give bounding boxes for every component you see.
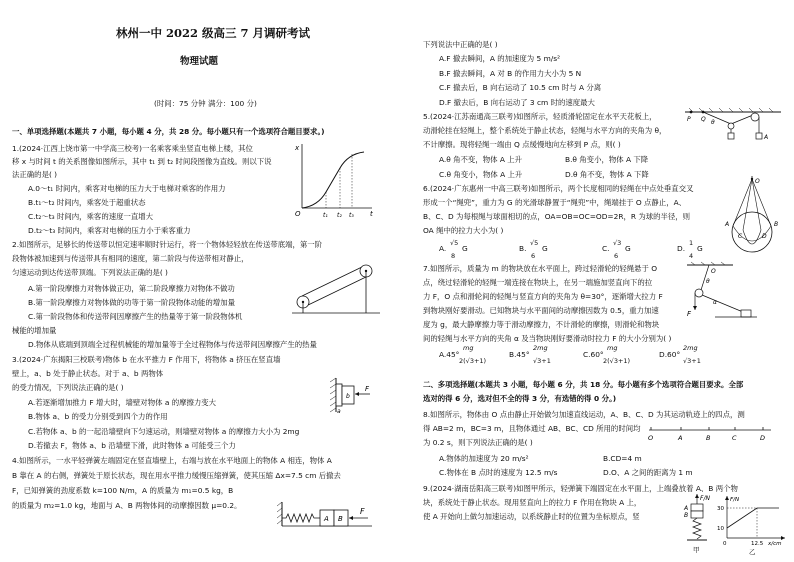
q4-force-label: F xyxy=(360,507,365,516)
q9-tick-30: 30 xyxy=(717,506,724,512)
q8-line: 8.如图所示，物体由 O 点由静止开始做匀加速直线运动，A、B、C、D 为其运动轨迹上的四点，测 xyxy=(423,410,745,419)
q2-line: 匀速运动到达传送带顶端。下列说法正确的是( ) xyxy=(12,268,168,277)
subject-title: 物理试题 xyxy=(180,56,219,67)
q8-points-line-figure xyxy=(647,424,775,442)
q7-option-a-den: 2(√3+1) xyxy=(459,357,487,365)
q1-xt-graph xyxy=(292,140,377,220)
q5-theta-label: θ xyxy=(711,119,715,126)
q9-tick-0: 0 xyxy=(723,541,727,547)
q6-option-c-unit: G xyxy=(625,244,631,253)
q8-line: 得 AB=2 m，BC=3 m，且物体通过 AB、BC、CD 所用的时间均 xyxy=(423,424,641,433)
q4-line: 4.如图所示，一水平轻弹簧左端固定在竖直墙壁上，右端与放在水平地面上的物体 A 相连，物体 A xyxy=(12,456,332,465)
q1-t3-label: t₃ xyxy=(349,212,354,219)
q3-force-label: F xyxy=(365,385,370,393)
q1-origin-label: O xyxy=(295,210,301,218)
q1-line: 1.(2024·江西上饶市第一中学高三校考)一名乘客乘坐竖直电梯上楼，其位 xyxy=(12,144,253,153)
q6-point-b-label: B xyxy=(774,221,779,228)
q2-option-c-cont: 械能的增加量 xyxy=(12,326,57,335)
q7-option-c-den: 2(√3+1) xyxy=(603,357,631,365)
q7-option-b-den: √3+1 xyxy=(533,357,551,365)
q6-point-a-label: A xyxy=(725,221,730,228)
q1-option-d: D.t₂～t₃ 时间内，乘客对电梯的压力小于乘客重力 xyxy=(28,226,191,235)
q6-option-d-label: D. xyxy=(677,244,686,253)
q7-line: 点，绕过轻滑轮的轻绳一端连接在物块上，在另一端施加竖直向下的拉 xyxy=(423,278,653,287)
q3-option-d: D.若撤去 F，物体 a、b 沿墙壁下滑，此时物体 a 可能受三个力 xyxy=(28,441,236,450)
q7-option-d-den: √3+1 xyxy=(683,357,701,365)
q4-option-c: C.F 撤去后，B 向右运动了 10.5 cm 时与 A 分离 xyxy=(439,83,602,92)
q4-line: 的质量为 m₂=1.0 kg，地面与 A、B 两物体间的动摩擦因数 μ=0.2。 xyxy=(12,501,242,510)
q1-t1-label: t₁ xyxy=(323,212,328,219)
q9-fig-jia-label: 甲 xyxy=(693,546,700,554)
q1-option-a: A.0～t₁ 时间内，乘客对电梯的压力大于电梯对乘客的作用力 xyxy=(28,184,226,193)
q7-option-d-label: D.60° xyxy=(659,350,681,359)
q8-point-c-label: C xyxy=(732,434,737,442)
q7-line: 到物块刚好要滑动。已知物块与水平面间的动摩擦因数为 0.5，重力加速 xyxy=(423,306,659,315)
q7-force-label: F xyxy=(687,310,692,318)
q7-option-a-label: A.45° xyxy=(439,350,460,359)
q5-line: 动滑轮挂在轻绳上，整个系统处于静止状态，轻绳与水平方向的夹角为 θ， xyxy=(423,126,667,135)
q8-point-b-label: B xyxy=(706,434,711,442)
q9-tick-10: 10 xyxy=(717,526,724,532)
q8-option-c: C.物体在 B 点时的速度为 12.5 m/s xyxy=(439,468,558,477)
q8-point-a-label: A xyxy=(678,434,683,442)
q3-b-label: b xyxy=(346,393,350,400)
exam-title: 林州一中 2022 级高三 7 月调研考试 xyxy=(116,26,311,40)
q1-option-c: C.t₂～t₃ 时间内，乘客的速度一直增大 xyxy=(28,212,154,221)
q4-block-b-label: B xyxy=(338,515,343,523)
q6-option-a-den: 8 xyxy=(451,252,456,260)
q9-axis-f-label: F/N xyxy=(730,497,740,503)
q7-point-o-label: O xyxy=(711,268,716,275)
q2-option-d: D.物体从底端到顶端全过程机械能的增加量等于全过程物体与传送带间因摩擦产生的热量 xyxy=(28,340,317,349)
q6-option-b-label: B. xyxy=(519,244,527,253)
q5-pulley-figure xyxy=(683,108,783,142)
q7-line: 间的轻绳与水平方向的夹角 α 及当物块刚好要滑动时拉力 F 的大小分别为( ) xyxy=(423,334,672,343)
q6-line: 形成一个“绳兜”，重力为 G 的光滑球静置于“绳兜”中，绳端挂于 O 点静止，A、 xyxy=(423,198,687,207)
q7-pulley-block-figure xyxy=(687,262,757,324)
q2-line: 段物体被加速到与传送带具有相同的速度，第二阶段与传送带相对静止， xyxy=(12,254,249,263)
section-1-heading: 一、单项选择题(本题共 7 小题，每小题 4 分，共 28 分。每小题只有一个选项符合题目要求。) xyxy=(12,127,325,136)
q9-tick-12-5: 12.5 xyxy=(751,541,764,547)
q5-line: 5.(2024·江苏南通高三联考)如图所示，轻质滑轮固定在水平天花板上， xyxy=(423,112,657,121)
q6-option-d-unit: G xyxy=(697,244,703,253)
q7-option-b-label: B.45° xyxy=(509,350,530,359)
q5-option-b: B.θ 角变小，物体 A 下降 xyxy=(565,155,649,164)
q6-option-b-num: √5 xyxy=(530,239,539,247)
q6-option-c-den: 6 xyxy=(614,252,619,260)
q2-option-a: A.第一阶段摩擦力对物体做正功，第二阶段摩擦力对物体不做功 xyxy=(28,284,235,293)
q5-point-q-label: Q xyxy=(701,116,706,123)
q6-option-d-num: 1 xyxy=(689,239,694,247)
q1-t2-label: t₂ xyxy=(337,212,342,219)
q1-axis-x-label: x xyxy=(295,144,300,152)
q7-option-c-label: C.60° xyxy=(583,350,604,359)
q6-option-a-num: √5 xyxy=(450,239,459,247)
q6-point-c-label: C xyxy=(738,233,743,240)
q4-block-a-label: A xyxy=(324,515,329,523)
q5-option-a: A.θ 角不变，物体 A 上升 xyxy=(439,155,523,164)
q7-line: 7.如图所示，质量为 m 的物块放在水平面上，跨过轻滑轮的轻绳悬于 O xyxy=(423,264,658,273)
q2-conveyor-figure xyxy=(292,262,380,314)
q6-option-b-den: 6 xyxy=(531,252,536,260)
q5-option-d: D.θ 角不变，物体 A 下降 xyxy=(565,170,649,179)
q4-line: B 靠在 A 的右侧，弹簧处于原长状态，现在用水平推力缓慢压缩弹簧，使其压缩 Δx=7.5 cm 后撤去 xyxy=(12,471,341,480)
q6-option-c-label: C. xyxy=(602,244,610,253)
q6-line: 6.(2024·广东惠州一中高三联考)如图所示，两个长度相同的轻绳在中点处垂直交叉 xyxy=(423,184,694,193)
q3-option-a: A.若逐渐增加推力 F 增大时，墙壁对物体 a 的摩擦力变大 xyxy=(28,398,217,407)
q2-option-b: B.第一阶段摩擦力对物体做的功等于第一阶段物体动能的增加量 xyxy=(28,298,235,307)
q3-line: 壁上，a、b 处于静止状态。对于 a、b 两物体 xyxy=(12,369,164,378)
q3-line: 3.(2024·广东揭阳三校联考)物体 b 在水平推力 F 作用下，将物体 a 挤压在竖直墙 xyxy=(12,355,281,364)
q1-axis-t-label: t xyxy=(370,210,373,218)
q6-option-b-unit: G xyxy=(542,244,548,253)
q2-line: 2.如图所示，足够长的传送带以恒定速率顺时针运行，将一个物体轻轻放在传送带底端，第一阶 xyxy=(12,240,323,249)
q6-line: B、C、D 为每根绳与球面相切的点，OA=OB=OC=OD=2R，R 为球的半径，则 xyxy=(423,212,691,221)
q4-line: F，已知弹簧的劲度系数 k=100 N/m，A 的质量为 m₁=0.5 kg，B xyxy=(12,486,234,495)
q1-option-b: B.t₁～t₂ 时间内，乘客处于超重状态 xyxy=(28,198,146,207)
q9-axis-x-label: x/cm xyxy=(768,541,782,547)
q7-option-a-num: mg xyxy=(463,344,474,352)
q3-a-label: a xyxy=(337,408,341,415)
q3-wall-blocks-figure xyxy=(328,376,372,414)
q7-option-d-num: 2mg xyxy=(683,344,698,352)
q8-point-d-label: D xyxy=(760,434,766,442)
q9-block-a-label: A xyxy=(684,505,689,512)
q6-option-a-unit: G xyxy=(462,244,468,253)
q3-option-c: C.若物体 a、b 的一起沿墙壁向下匀速运动，则墙壁对物体 a 的摩擦力大小为 2mg xyxy=(28,427,300,436)
q9-spring-blocks-figure xyxy=(683,494,711,558)
q1-line: 移 x 与时间 t 的关系图像如图所示，其中 t₁ 到 t₂ 时间段图像为直线。则以下说 xyxy=(12,157,272,166)
q8-option-a: A.物体的加速度为 20 m/s² xyxy=(439,454,529,463)
q1-line: 法正确的是( ) xyxy=(12,170,58,179)
q7-option-b-num: 2mg xyxy=(533,344,548,352)
q5-line: 不计摩擦。现将轻绳一端由 Q 点缓慢地向左移到 P 点，则( ) xyxy=(423,140,621,149)
q6-option-d-den: 4 xyxy=(689,252,694,260)
q6-option-c-num: √3 xyxy=(613,239,622,247)
q7-alpha-label: α xyxy=(713,299,717,306)
q4-option-b: B.F 撤去瞬间，A 对 B 的作用力大小为 5 N xyxy=(439,69,582,78)
q6-line: OA 绳中的拉力大小为( ) xyxy=(423,226,504,235)
q5-block-a-label: A xyxy=(764,134,769,141)
q2-option-c: C.第一阶段物体和传送带间因摩擦产生的热量等于第一阶段物体机 xyxy=(28,312,243,321)
q8-option-d: D.O、A 之间的距离为 1 m xyxy=(603,468,693,477)
q9-line: 块，系统处于静止状态。现用竖直向上的拉力 F 作用在物块 A 上， xyxy=(423,498,642,507)
q4-spring-blocks-figure xyxy=(276,500,376,528)
q9-line: 使 A 开始向上做匀加速运动，以系统静止时的位置为坐标原点，竖 xyxy=(423,512,640,521)
q3-option-b: B.物体 a、b 的受力分别受到四个力的作用 xyxy=(28,412,168,421)
q6-point-d-label: D xyxy=(762,233,767,240)
q3-line: 的受力情况，下列说法正确的是( ) xyxy=(12,383,124,392)
q5-point-p-label: P xyxy=(687,116,691,123)
q9-line: 9.(2024·湖南岳阳高三联考)如图甲所示，轻弹簧下端固定在水平面上，上端叠放着 A、B 两个物 xyxy=(423,484,738,493)
q9-fig-yi-label: 乙 xyxy=(749,548,756,556)
right-column xyxy=(397,0,794,562)
q4-option-d: D.F 撤去后，B 向右运动了 3 cm 时的速度最大 xyxy=(439,98,595,107)
section-2-heading-cont: 选对的得 6 分，选对但不全的得 3 分，有选错的得 0 分。) xyxy=(423,394,617,403)
q9-block-b-label: B xyxy=(684,512,689,519)
q4-option-a: A.F 撤去瞬间，A 的加速度为 5 m/s² xyxy=(439,54,561,63)
q9-force-arrow-label: F/N xyxy=(700,495,710,502)
q7-line: 度为 g，最大静摩擦力等于滑动摩擦力，不计滑轮的摩擦，则滑轮和物块 xyxy=(423,320,660,329)
q6-point-o-label: O xyxy=(755,178,760,185)
q9-force-displacement-graph xyxy=(715,494,791,558)
q4-cont-line: 下列说法中正确的是( ) xyxy=(423,40,498,49)
q8-line: 为 0.2 s，则下列说法正确的是( ) xyxy=(423,438,533,447)
q7-theta-label: θ xyxy=(706,278,710,285)
q6-option-a-label: A. xyxy=(439,244,447,253)
q5-option-c: C.θ 角变小，物体 A 上升 xyxy=(439,170,523,179)
exam-info: (时间：75 分钟 满分：100 分) xyxy=(154,99,257,108)
q8-point-o-label: O xyxy=(648,434,654,442)
q6-rope-net-figure xyxy=(717,176,787,256)
q7-option-c-num: mg xyxy=(607,344,618,352)
section-2-heading: 二、多项选择题(本题共 3 小题，每小题 6 分，共 18 分。每小题有多个选项符合题目要求。全部 xyxy=(423,380,744,389)
q8-option-b: B.CD=4 m xyxy=(603,454,642,463)
q7-line: 力 F，O 点和滑轮间的轻绳与竖直方向的夹角为 θ=30°，逐渐增大拉力 F xyxy=(423,292,663,301)
